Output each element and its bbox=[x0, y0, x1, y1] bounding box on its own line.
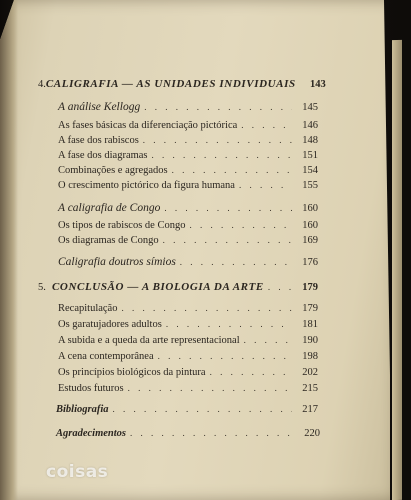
dot-leader bbox=[172, 165, 292, 175]
dot-leader bbox=[158, 351, 292, 361]
dot-leader bbox=[121, 303, 292, 313]
page-number: 217 bbox=[302, 404, 318, 415]
entry-label: Os princípios biológicos da pintura bbox=[58, 367, 206, 378]
dot-leader bbox=[268, 282, 292, 292]
dot-leader bbox=[244, 335, 292, 345]
entry-label: O crescimento pictórico da figura humana bbox=[58, 180, 235, 191]
dot-leader bbox=[143, 135, 292, 145]
dot-leader bbox=[128, 383, 292, 393]
toc-acknowledgements bbox=[56, 428, 320, 439]
page-number: 160 bbox=[302, 220, 318, 231]
page-number: 169 bbox=[302, 235, 318, 246]
toc-entry bbox=[58, 220, 318, 231]
chapter-number: 5. bbox=[38, 282, 46, 293]
chapter-number: 4. bbox=[38, 79, 46, 90]
book-page-edge bbox=[392, 40, 402, 500]
entry-label: Recapitulação bbox=[58, 303, 118, 314]
dot-leader bbox=[180, 257, 292, 267]
page-number: 198 bbox=[302, 351, 318, 362]
toc-chapter-5 bbox=[38, 281, 318, 293]
page-number: 179 bbox=[302, 303, 318, 314]
toc-entry bbox=[58, 120, 318, 131]
dot-leader bbox=[152, 150, 292, 160]
toc-section bbox=[58, 101, 318, 113]
dot-leader bbox=[164, 203, 292, 213]
toc-entry bbox=[58, 135, 318, 146]
page-number: 151 bbox=[302, 150, 318, 161]
entry-label: Combinações e agregados bbox=[58, 165, 168, 176]
dot-leader bbox=[144, 102, 292, 112]
page-number: 143 bbox=[309, 79, 326, 90]
section-title: A análise Kellogg bbox=[58, 101, 141, 113]
dot-leader bbox=[130, 428, 294, 438]
dot-leader bbox=[163, 235, 292, 245]
chapter-title: CONCLUSÃO — A BIOLOGIA DA ARTE bbox=[52, 281, 264, 293]
page-number: 220 bbox=[304, 428, 320, 439]
entry-label: As fases básicas da diferenciação pictórica bbox=[58, 120, 238, 131]
page-number: 181 bbox=[302, 319, 318, 330]
dot-leader bbox=[239, 180, 292, 190]
page-number: 146 bbox=[302, 120, 318, 131]
toc-entry bbox=[58, 235, 318, 246]
page-number: 148 bbox=[302, 135, 318, 146]
page-number: 190 bbox=[302, 335, 318, 346]
toc-entry bbox=[58, 180, 318, 191]
entry-label: Os garatujadores adultos bbox=[58, 319, 162, 330]
dot-leader bbox=[166, 319, 292, 329]
entry-label: A subida e a queda da arte representacional bbox=[58, 335, 240, 346]
page-number: 145 bbox=[302, 102, 318, 113]
toc-entry bbox=[58, 383, 318, 394]
toc-entry bbox=[58, 351, 318, 362]
toc-bibliography bbox=[56, 404, 318, 415]
toc-section bbox=[58, 202, 318, 214]
chapter-title: CALIGRAFIA — AS UNIDADES INDIVIDUAIS bbox=[45, 78, 296, 90]
entry-label: Agradecimentos bbox=[56, 428, 126, 439]
dot-leader bbox=[189, 220, 292, 230]
toc-entry bbox=[58, 335, 318, 346]
toc-entry bbox=[58, 150, 318, 161]
page-number: 179 bbox=[302, 282, 318, 293]
watermark-logo: coisas bbox=[46, 462, 109, 482]
toc-entry bbox=[58, 303, 318, 314]
toc-entry bbox=[58, 165, 318, 176]
page-number: 160 bbox=[302, 203, 318, 214]
page-number: 155 bbox=[302, 180, 318, 191]
page-number: 154 bbox=[302, 165, 318, 176]
toc-entry bbox=[58, 319, 318, 330]
entry-label: Os diagramas de Congo bbox=[58, 235, 159, 246]
entry-label: Os tipos de rabiscos de Congo bbox=[58, 220, 186, 231]
entry-label: Bibliografia bbox=[56, 404, 109, 415]
toc-entry bbox=[58, 367, 318, 378]
entry-label: Estudos futuros bbox=[58, 383, 124, 394]
toc-chapter-4 bbox=[38, 78, 326, 90]
page-number: 215 bbox=[302, 383, 318, 394]
page-number: 176 bbox=[302, 257, 318, 268]
dot-leader bbox=[113, 404, 292, 414]
page-number: 202 bbox=[302, 367, 318, 378]
entry-label: A cena contemporânea bbox=[58, 351, 154, 362]
toc-section bbox=[58, 256, 318, 268]
section-title: Caligrafia doutros símios bbox=[58, 256, 176, 268]
entry-label: A fase dos diagramas bbox=[58, 150, 148, 161]
dot-leader bbox=[210, 367, 292, 377]
section-title: A caligrafia de Congo bbox=[58, 202, 161, 214]
dot-leader bbox=[241, 120, 292, 130]
entry-label: A fase dos rabiscos bbox=[58, 135, 139, 146]
